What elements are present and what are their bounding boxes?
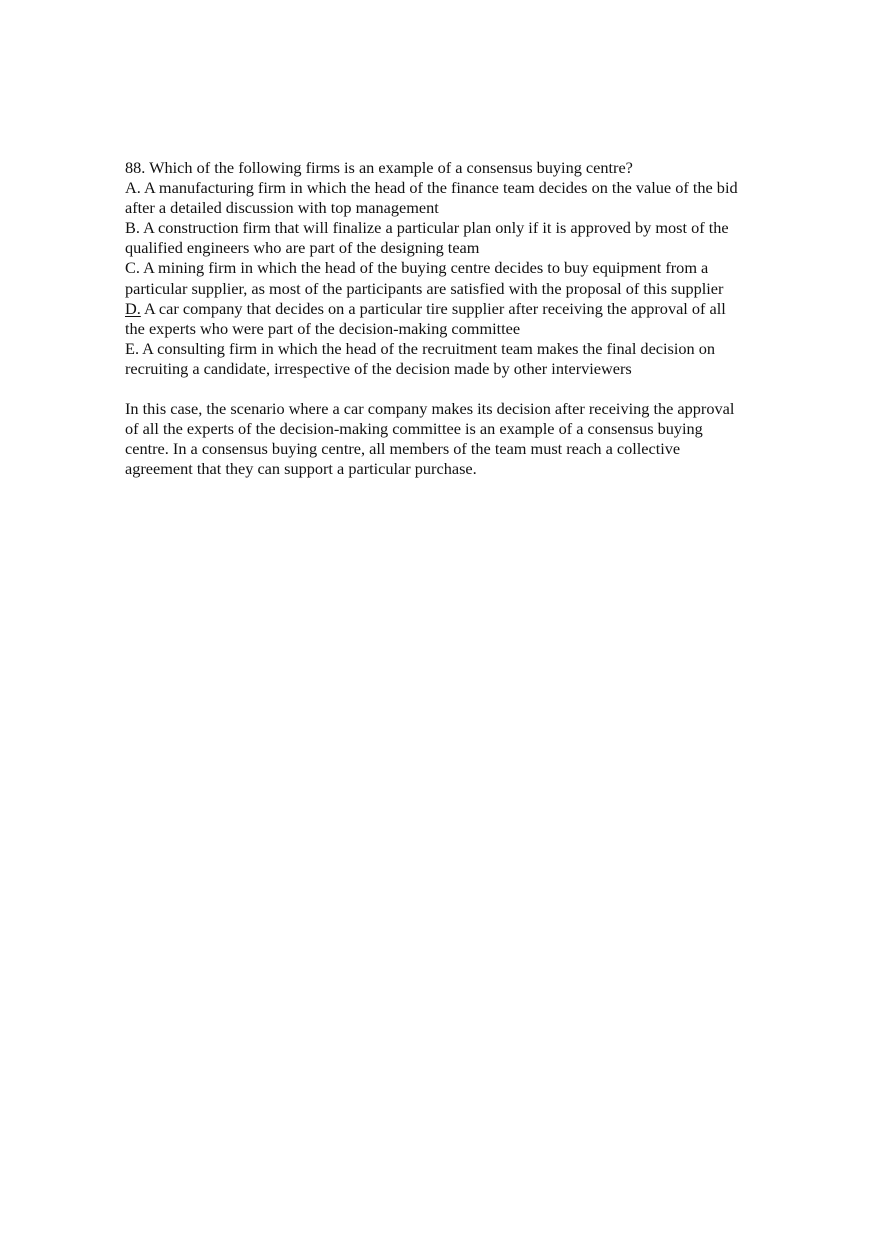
option-c-line-1: C. A mining firm in which the head of the buying centre decides to buy equipment from a [125, 258, 709, 278]
question-text: 88. Which of the following firms is an example of a consensus buying centre? [125, 158, 633, 177]
explanation-line-2: of all the experts of the decision-making committee is an example of a consensus buying [125, 419, 703, 439]
option-b-line-2: qualified engineers who are part of the designing team [125, 238, 480, 258]
explanation-line-1: In this case, the scenario where a car company makes its decision after receiving the approval [125, 399, 735, 419]
correct-answer-label: D. [125, 298, 141, 318]
option-d-line-1 [125, 299, 805, 319]
explanation-line-4: agreement that they can support a particular purchase. [125, 459, 477, 479]
explanation-line-3: centre. In a consensus buying centre, all members of the team must reach a collective [125, 439, 681, 459]
option-a-line-1: A. A manufacturing firm in which the head of the finance team decides on the value of the bid [125, 178, 738, 198]
option-e-line-1: E. A consulting firm in which the head of the recruitment team makes the final decision on [125, 338, 716, 358]
option-e-line-2: recruiting a candidate, irrespective of the decision made by other interviewers [125, 358, 632, 378]
option-b-line-1: B. A construction firm that will finalize a particular plan only if it is approved by most of the [125, 218, 729, 238]
option-d-line-2: the experts who were part of the decision-making committee [125, 318, 521, 338]
option-c-line-2: particular supplier, as most of the participants are satisfied with the proposal of this supplier [125, 278, 724, 298]
question-block [125, 158, 805, 479]
paragraph-gap [125, 379, 805, 399]
option-a-line-2: after a detailed discussion with top management [125, 198, 439, 218]
option-d-line-1-text: A car company that decides on a particular tire supplier after receiving the approval of all [140, 298, 726, 318]
